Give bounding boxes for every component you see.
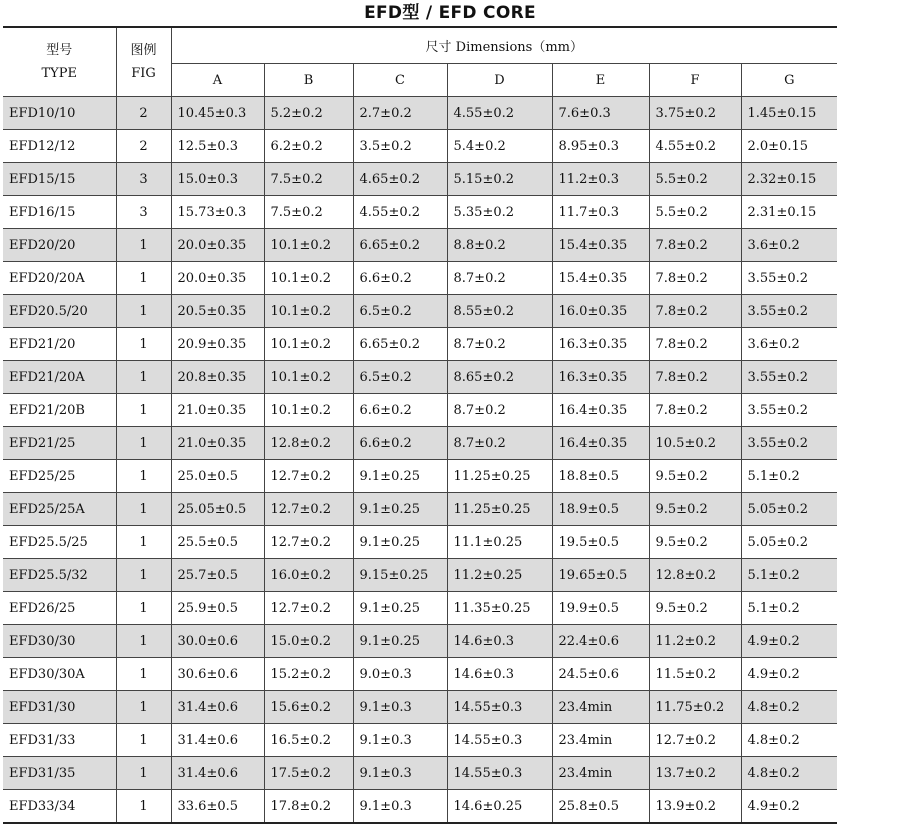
dimension-cell: 5.15±0.2 — [447, 163, 552, 196]
dimension-cell: 25.0±0.5 — [171, 460, 264, 493]
dimension-cell: 20.0±0.35 — [171, 229, 264, 262]
dimension-cell: 7.8±0.2 — [649, 229, 741, 262]
dimension-cell: 20.5±0.35 — [171, 295, 264, 328]
dimension-cell: 6.6±0.2 — [353, 427, 447, 460]
dimension-cell: 6.65±0.2 — [353, 328, 447, 361]
column-header: A — [171, 64, 264, 97]
dimension-cell: 11.2±0.3 — [552, 163, 649, 196]
dimension-cell: 14.55±0.3 — [447, 691, 552, 724]
dimension-cell: 17.8±0.2 — [264, 790, 353, 824]
type-cell: EFD25/25 — [3, 460, 116, 493]
dimensions-header: 尺寸 Dimensions（mm） — [171, 27, 837, 64]
dimension-cell: 15.73±0.3 — [171, 196, 264, 229]
dimension-cell: 5.4±0.2 — [447, 130, 552, 163]
dimension-cell: 14.6±0.3 — [447, 625, 552, 658]
dimension-cell: 3.55±0.2 — [741, 361, 837, 394]
dimension-cell: 12.7±0.2 — [264, 526, 353, 559]
dimension-cell: 12.7±0.2 — [264, 460, 353, 493]
dimension-cell: 15.2±0.2 — [264, 658, 353, 691]
dimension-cell: 33.6±0.5 — [171, 790, 264, 824]
dimension-cell: 7.5±0.2 — [264, 196, 353, 229]
dimension-cell: 3.6±0.2 — [741, 328, 837, 361]
dimension-cell: 4.8±0.2 — [741, 724, 837, 757]
dimension-cell: 4.9±0.2 — [741, 790, 837, 824]
type-cell: EFD31/35 — [3, 757, 116, 790]
dimension-cell: 8.95±0.3 — [552, 130, 649, 163]
type-header-en: TYPE — [41, 66, 77, 81]
fig-cell: 1 — [116, 328, 171, 361]
column-header: B — [264, 64, 353, 97]
dimension-cell: 19.5±0.5 — [552, 526, 649, 559]
dimension-cell: 8.7±0.2 — [447, 394, 552, 427]
table-row — [3, 658, 837, 691]
dimension-cell: 4.55±0.2 — [447, 97, 552, 130]
dimension-cell: 4.65±0.2 — [353, 163, 447, 196]
table-row — [3, 592, 837, 625]
column-header: G — [741, 64, 837, 97]
dimension-cell: 6.5±0.2 — [353, 295, 447, 328]
type-cell: EFD30/30 — [3, 625, 116, 658]
dimension-cell: 10.1±0.2 — [264, 262, 353, 295]
dimension-cell: 3.6±0.2 — [741, 229, 837, 262]
type-cell: EFD33/34 — [3, 790, 116, 824]
dimension-cell: 3.55±0.2 — [741, 427, 837, 460]
dimension-cell: 9.5±0.2 — [649, 592, 741, 625]
dimension-cell: 5.1±0.2 — [741, 592, 837, 625]
type-cell: EFD20/20A — [3, 262, 116, 295]
fig-cell: 2 — [116, 130, 171, 163]
table-row — [3, 229, 837, 262]
type-cell: EFD21/20 — [3, 328, 116, 361]
fig-cell: 1 — [116, 592, 171, 625]
dimension-cell: 3.75±0.2 — [649, 97, 741, 130]
dimension-cell: 19.65±0.5 — [552, 559, 649, 592]
dimension-cell: 12.7±0.2 — [264, 592, 353, 625]
dimension-cell: 21.0±0.35 — [171, 427, 264, 460]
dimension-cell: 13.9±0.2 — [649, 790, 741, 824]
dimension-cell: 9.1±0.3 — [353, 691, 447, 724]
type-cell: EFD10/10 — [3, 97, 116, 130]
dimension-cell: 9.1±0.25 — [353, 460, 447, 493]
dimension-cell: 22.4±0.6 — [552, 625, 649, 658]
fig-cell: 1 — [116, 691, 171, 724]
fig-cell: 1 — [116, 229, 171, 262]
type-cell: EFD21/20A — [3, 361, 116, 394]
dimension-cell: 14.55±0.3 — [447, 757, 552, 790]
dimension-cell: 2.31±0.15 — [741, 196, 837, 229]
dimension-cell: 14.6±0.25 — [447, 790, 552, 824]
dimension-cell: 12.8±0.2 — [649, 559, 741, 592]
fig-header — [116, 27, 171, 97]
type-cell: EFD31/33 — [3, 724, 116, 757]
dimension-cell: 16.0±0.35 — [552, 295, 649, 328]
fig-cell: 1 — [116, 262, 171, 295]
dimension-cell: 11.35±0.25 — [447, 592, 552, 625]
dimension-cell: 2.32±0.15 — [741, 163, 837, 196]
dimension-cell: 10.1±0.2 — [264, 229, 353, 262]
dimension-cell: 30.6±0.6 — [171, 658, 264, 691]
dimension-cell: 16.0±0.2 — [264, 559, 353, 592]
dimension-cell: 9.1±0.25 — [353, 625, 447, 658]
dimension-cell: 5.05±0.2 — [741, 526, 837, 559]
dimension-cell: 7.8±0.2 — [649, 295, 741, 328]
type-cell: EFD20/20 — [3, 229, 116, 262]
dimension-cell: 4.55±0.2 — [353, 196, 447, 229]
dimension-cell: 4.9±0.2 — [741, 625, 837, 658]
dimension-cell: 11.2±0.25 — [447, 559, 552, 592]
dimension-cell: 2.0±0.15 — [741, 130, 837, 163]
dimension-cell: 6.5±0.2 — [353, 361, 447, 394]
dimension-cell: 11.75±0.2 — [649, 691, 741, 724]
table-row — [3, 361, 837, 394]
dimension-cell: 16.5±0.2 — [264, 724, 353, 757]
table-row — [3, 130, 837, 163]
dimension-cell: 11.7±0.3 — [552, 196, 649, 229]
dimension-cell: 3.55±0.2 — [741, 295, 837, 328]
dimension-cell: 15.6±0.2 — [264, 691, 353, 724]
fig-header-cn: 图例 — [130, 43, 157, 58]
fig-cell: 1 — [116, 559, 171, 592]
fig-cell: 3 — [116, 163, 171, 196]
dimension-cell: 6.65±0.2 — [353, 229, 447, 262]
dimension-cell: 10.1±0.2 — [264, 328, 353, 361]
dimension-cell: 23.4min — [552, 757, 649, 790]
dimension-cell: 8.7±0.2 — [447, 328, 552, 361]
dimension-cell: 7.8±0.2 — [649, 361, 741, 394]
dimension-cell: 15.0±0.2 — [264, 625, 353, 658]
column-header: E — [552, 64, 649, 97]
table-row — [3, 526, 837, 559]
fig-cell: 1 — [116, 658, 171, 691]
dimension-cell: 9.1±0.3 — [353, 790, 447, 824]
dimension-cell: 7.5±0.2 — [264, 163, 353, 196]
column-header: D — [447, 64, 552, 97]
dimension-cell: 17.5±0.2 — [264, 757, 353, 790]
dimension-cell: 11.5±0.2 — [649, 658, 741, 691]
dimension-cell: 18.8±0.5 — [552, 460, 649, 493]
table-row — [3, 691, 837, 724]
dimension-cell: 16.3±0.35 — [552, 328, 649, 361]
fig-header-en: FIG — [131, 66, 156, 81]
type-cell: EFD30/30A — [3, 658, 116, 691]
dimension-cell: 25.8±0.5 — [552, 790, 649, 824]
column-header: C — [353, 64, 447, 97]
dimension-cell: 5.2±0.2 — [264, 97, 353, 130]
table-row — [3, 427, 837, 460]
table-row — [3, 493, 837, 526]
dimension-cell: 9.1±0.25 — [353, 526, 447, 559]
dimension-cell: 10.5±0.2 — [649, 427, 741, 460]
fig-cell: 1 — [116, 394, 171, 427]
dimension-cell: 8.7±0.2 — [447, 262, 552, 295]
dimension-cell: 12.8±0.2 — [264, 427, 353, 460]
dimension-cell: 20.9±0.35 — [171, 328, 264, 361]
type-cell: EFD26/25 — [3, 592, 116, 625]
dimension-cell: 18.9±0.5 — [552, 493, 649, 526]
fig-cell: 1 — [116, 724, 171, 757]
dimension-cell: 25.7±0.5 — [171, 559, 264, 592]
fig-cell: 1 — [116, 625, 171, 658]
dimension-cell: 16.4±0.35 — [552, 394, 649, 427]
table-row — [3, 724, 837, 757]
dimension-cell: 3.5±0.2 — [353, 130, 447, 163]
dimension-cell: 10.45±0.3 — [171, 97, 264, 130]
type-cell: EFD25.5/32 — [3, 559, 116, 592]
dimension-cell: 13.7±0.2 — [649, 757, 741, 790]
dimension-cell: 11.2±0.2 — [649, 625, 741, 658]
dimension-cell: 5.5±0.2 — [649, 163, 741, 196]
dimension-cell: 3.55±0.2 — [741, 394, 837, 427]
type-cell: EFD31/30 — [3, 691, 116, 724]
fig-cell: 1 — [116, 493, 171, 526]
dimension-cell: 16.4±0.35 — [552, 427, 649, 460]
dimension-cell: 6.6±0.2 — [353, 262, 447, 295]
dimension-cell: 5.35±0.2 — [447, 196, 552, 229]
dimension-cell: 4.8±0.2 — [741, 757, 837, 790]
fig-cell: 2 — [116, 97, 171, 130]
dimension-cell: 9.5±0.2 — [649, 493, 741, 526]
table-row — [3, 394, 837, 427]
dimension-cell: 14.6±0.3 — [447, 658, 552, 691]
dimension-cell: 9.1±0.25 — [353, 592, 447, 625]
dimension-cell: 21.0±0.35 — [171, 394, 264, 427]
dimension-cell: 7.8±0.2 — [649, 262, 741, 295]
dimension-cell: 8.55±0.2 — [447, 295, 552, 328]
fig-cell: 1 — [116, 757, 171, 790]
dimension-cell: 6.2±0.2 — [264, 130, 353, 163]
fig-cell: 1 — [116, 790, 171, 824]
type-cell: EFD15/15 — [3, 163, 116, 196]
dimension-cell: 7.8±0.2 — [649, 328, 741, 361]
dimension-cell: 30.0±0.6 — [171, 625, 264, 658]
column-header: F — [649, 64, 741, 97]
dimension-cell: 12.7±0.2 — [264, 493, 353, 526]
type-cell: EFD20.5/20 — [3, 295, 116, 328]
table-row — [3, 625, 837, 658]
table-row — [3, 262, 837, 295]
dimension-cell: 9.1±0.3 — [353, 724, 447, 757]
dimension-cell: 25.05±0.5 — [171, 493, 264, 526]
dimension-cell: 20.0±0.35 — [171, 262, 264, 295]
dimension-cell: 31.4±0.6 — [171, 724, 264, 757]
dimension-cell: 9.5±0.2 — [649, 460, 741, 493]
dimension-cell: 7.8±0.2 — [649, 394, 741, 427]
type-header — [3, 27, 116, 97]
dimension-cell: 7.6±0.3 — [552, 97, 649, 130]
fig-cell: 1 — [116, 427, 171, 460]
table-body — [3, 97, 837, 824]
dimension-cell: 15.4±0.35 — [552, 262, 649, 295]
dimension-cell: 4.55±0.2 — [649, 130, 741, 163]
page-title: EFD型 / EFD CORE — [364, 3, 536, 23]
dimension-cell: 10.1±0.2 — [264, 361, 353, 394]
type-cell: EFD16/15 — [3, 196, 116, 229]
dimension-cell: 15.4±0.35 — [552, 229, 649, 262]
dimension-cell: 1.45±0.15 — [741, 97, 837, 130]
dimension-cell: 5.1±0.2 — [741, 460, 837, 493]
dimension-cell: 6.6±0.2 — [353, 394, 447, 427]
dimension-cell: 25.9±0.5 — [171, 592, 264, 625]
dimension-cell: 4.9±0.2 — [741, 658, 837, 691]
dimension-cell: 12.5±0.3 — [171, 130, 264, 163]
dimension-cell: 15.0±0.3 — [171, 163, 264, 196]
dimension-cell: 5.1±0.2 — [741, 559, 837, 592]
dimension-cell: 14.55±0.3 — [447, 724, 552, 757]
dimension-cell: 20.8±0.35 — [171, 361, 264, 394]
dimension-cell: 9.1±0.3 — [353, 757, 447, 790]
table-row — [3, 328, 837, 361]
table-row — [3, 295, 837, 328]
dimension-cell: 23.4min — [552, 691, 649, 724]
dimension-cell: 9.15±0.25 — [353, 559, 447, 592]
dimension-cell: 10.1±0.2 — [264, 394, 353, 427]
dimension-cell: 31.4±0.6 — [171, 757, 264, 790]
type-cell: EFD21/20B — [3, 394, 116, 427]
fig-cell: 1 — [116, 460, 171, 493]
dimension-cell: 3.55±0.2 — [741, 262, 837, 295]
fig-cell: 1 — [116, 526, 171, 559]
table-row — [3, 559, 837, 592]
type-header-cn: 型号 — [46, 43, 73, 58]
dimension-cell: 5.5±0.2 — [649, 196, 741, 229]
dimension-cell: 8.8±0.2 — [447, 229, 552, 262]
dimension-cell: 11.25±0.25 — [447, 493, 552, 526]
fig-cell: 3 — [116, 196, 171, 229]
fig-cell: 1 — [116, 361, 171, 394]
dimension-cell: 25.5±0.5 — [171, 526, 264, 559]
type-cell: EFD12/12 — [3, 130, 116, 163]
type-cell: EFD25/25A — [3, 493, 116, 526]
dimension-cell: 8.65±0.2 — [447, 361, 552, 394]
dimension-cell: 5.05±0.2 — [741, 493, 837, 526]
dimension-cell: 12.7±0.2 — [649, 724, 741, 757]
table-row — [3, 757, 837, 790]
fig-cell: 1 — [116, 295, 171, 328]
dimension-cell: 24.5±0.6 — [552, 658, 649, 691]
dimensions-table — [3, 26, 837, 824]
dimension-cell: 11.25±0.25 — [447, 460, 552, 493]
dimension-cell: 19.9±0.5 — [552, 592, 649, 625]
dimension-cell: 2.7±0.2 — [353, 97, 447, 130]
dimension-cell: 11.1±0.25 — [447, 526, 552, 559]
dimension-cell: 9.0±0.3 — [353, 658, 447, 691]
dimension-cell: 23.4min — [552, 724, 649, 757]
table-row — [3, 196, 837, 229]
dimension-cell: 8.7±0.2 — [447, 427, 552, 460]
table-row — [3, 97, 837, 130]
dimension-cell: 16.3±0.35 — [552, 361, 649, 394]
type-cell: EFD25.5/25 — [3, 526, 116, 559]
type-cell: EFD21/25 — [3, 427, 116, 460]
dimension-cell: 10.1±0.2 — [264, 295, 353, 328]
table-row — [3, 163, 837, 196]
dimension-cell: 9.1±0.25 — [353, 493, 447, 526]
dimension-cell: 31.4±0.6 — [171, 691, 264, 724]
table-row — [3, 790, 837, 824]
dimension-cell: 4.8±0.2 — [741, 691, 837, 724]
table-row — [3, 460, 837, 493]
dimension-cell: 9.5±0.2 — [649, 526, 741, 559]
